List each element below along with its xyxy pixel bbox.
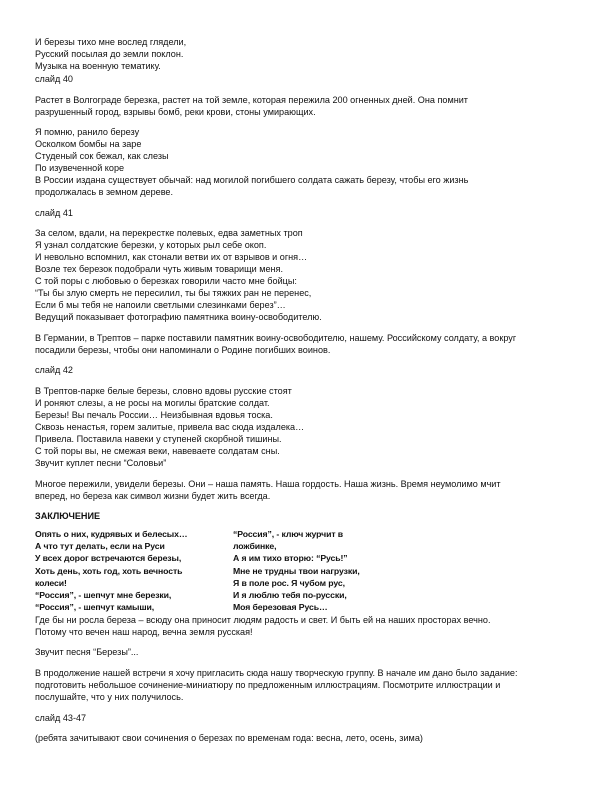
text-line: вперед, но береза как символ жизни будет жить всегда. <box>35 491 271 501</box>
text-line: Многое пережили, увидели березы. Они – наша память. Наша гордость. Наша жизнь. Время неумолимо мчит <box>35 479 501 489</box>
poem-line: И невольно вспомнил, как стонали ветви их от взрывов и огня… <box>35 252 308 262</box>
text-line: продолжалась в земном дереве. <box>35 187 174 197</box>
poem-line: С той поры вы, не смежая веки, навеваете солдатам сны. <box>35 446 280 456</box>
poem-line: “Ты бы злую смерть не пересилил, ты бы тяжких ран не перенес, <box>35 288 312 298</box>
text-line: Где бы ни росла береза – всюду она приносит людям радость и свет. И быть ей на наших просторах вечно. <box>35 615 491 625</box>
text-line: Звучит куплет песни “Соловьи” <box>35 458 167 468</box>
text-line: Русский посылая до земли поклон. <box>35 49 184 59</box>
poem-line: У всех дорог встречаются березы, <box>35 553 182 564</box>
poem-right-column <box>233 528 360 613</box>
poem-line: В Трептов-парке белые березы, словно вдовы русские стоят <box>35 386 292 396</box>
text-line: посадили березы, чтобы они напоминали о Родине погибших воинов. <box>35 345 331 355</box>
poem-line: “Россия”, - шепчут мне березки, <box>35 590 172 601</box>
text-line: Звучит песня “Березы”... <box>35 647 139 657</box>
text-line: В Германии, в Трептов – парке поставили памятник воину-освободителю, нашему. Российскому солдату, а вокруг <box>35 333 517 343</box>
text-line: В продолжение нашей встречи я хочу пригласить сюда нашу творческую группу. В начале им дано было задание: <box>35 668 518 678</box>
slide-label: слайд 41 <box>35 208 73 218</box>
poem-line: Я помню, ранило березу <box>35 127 140 137</box>
poem-line: Сквозь ненастья, горем залитые, привела вас сюда издалека… <box>35 422 305 432</box>
poem-line: И роняют слезы, а не росы на могилы братские солдат. <box>35 398 270 408</box>
text-line: В России издана существует обычай: над могилой погибшего солдата сажать березу, чтобы его жизнь <box>35 175 469 185</box>
text-line: (ребята зачитывают свои сочинения о березах по временам года: весна, лето, осень, зима) <box>35 733 423 743</box>
poem-line: И я люблю тебя по-русски, <box>233 590 347 601</box>
poem-line: Мне не трудны твои нагрузки, <box>233 565 360 576</box>
text-line: послушайте, что у них получилось. <box>35 692 184 702</box>
poem-line: Моя березовая Русь… <box>233 602 328 613</box>
poem-line: Березы! Вы печаль России… Неизбывная вдовья тоска. <box>35 410 273 420</box>
poem-line: Возле тех березок подобрали чуть живым товарищи меня. <box>35 264 283 274</box>
poem-line: По изувеченной коре <box>35 163 125 173</box>
text-line: Музыка на военную тематику. <box>35 61 161 71</box>
slide-label: слайд 40 <box>35 74 73 84</box>
poem-line: Если б мы тебя не напоили светлыми слезинками берез”… <box>35 300 286 310</box>
poem-line: С той поры с любовью о березках говорили часто мне бойцы: <box>35 276 297 286</box>
slide-label: слайд 42 <box>35 365 73 375</box>
section-heading: ЗАКЛЮЧЕНИЕ <box>35 511 101 521</box>
text-line: Ведущий показывает фотографию памятника воину-освободителю. <box>35 312 322 322</box>
text-line: подготовить небольшое сочинение-миниатюру по предложенным иллюстрациям. Посмотрите иллюстрации и <box>35 680 501 690</box>
poem-line: ложбинке, <box>233 541 277 552</box>
poem-line: Опять о них, кудрявых и белесых… <box>35 529 188 539</box>
poem-line: А что тут делать, если на Руси <box>35 541 165 552</box>
poem-line: Осколком бомбы на заре <box>35 139 142 149</box>
poem-line: За селом, вдали, на перекрестке полевых, едва заметных троп <box>35 228 303 238</box>
text-line: разрушенный город, взрывы бомб, реки крови, стоны умирающих. <box>35 107 316 117</box>
poem-line: колеси! <box>35 577 67 588</box>
poem-line: Привела. Поставила навеки у ступеней скорбной тишины. <box>35 434 282 444</box>
poem-left-column <box>35 528 187 613</box>
slide-label: слайд 43-47 <box>35 713 87 723</box>
text-line: И березы тихо мне вослед глядели, <box>35 37 187 47</box>
text-line: Потому что вечен наш народ, вечна земля русская! <box>35 627 253 637</box>
poem-line: “Россия”, - шепчут камыши, <box>35 602 155 613</box>
poem-line: Студеный сок бежал, как слезы <box>35 151 169 161</box>
text-line: Растет в Волгограде березка, растет на той земле, которая пережила 200 огненных дней. Она помнит <box>35 95 468 105</box>
poem-line: Я в поле рос. Я чубом рус, <box>233 577 345 588</box>
poem-line: Я узнал солдатские березки, у которых рыл себе окоп. <box>35 240 267 250</box>
poem-line: “Россия”, - ключ журчит в <box>233 529 344 539</box>
poem-line: Хоть день, хоть год, хоть вечность <box>35 565 183 576</box>
poem-line: А я им тихо вторю: “Русь!” <box>233 553 348 564</box>
